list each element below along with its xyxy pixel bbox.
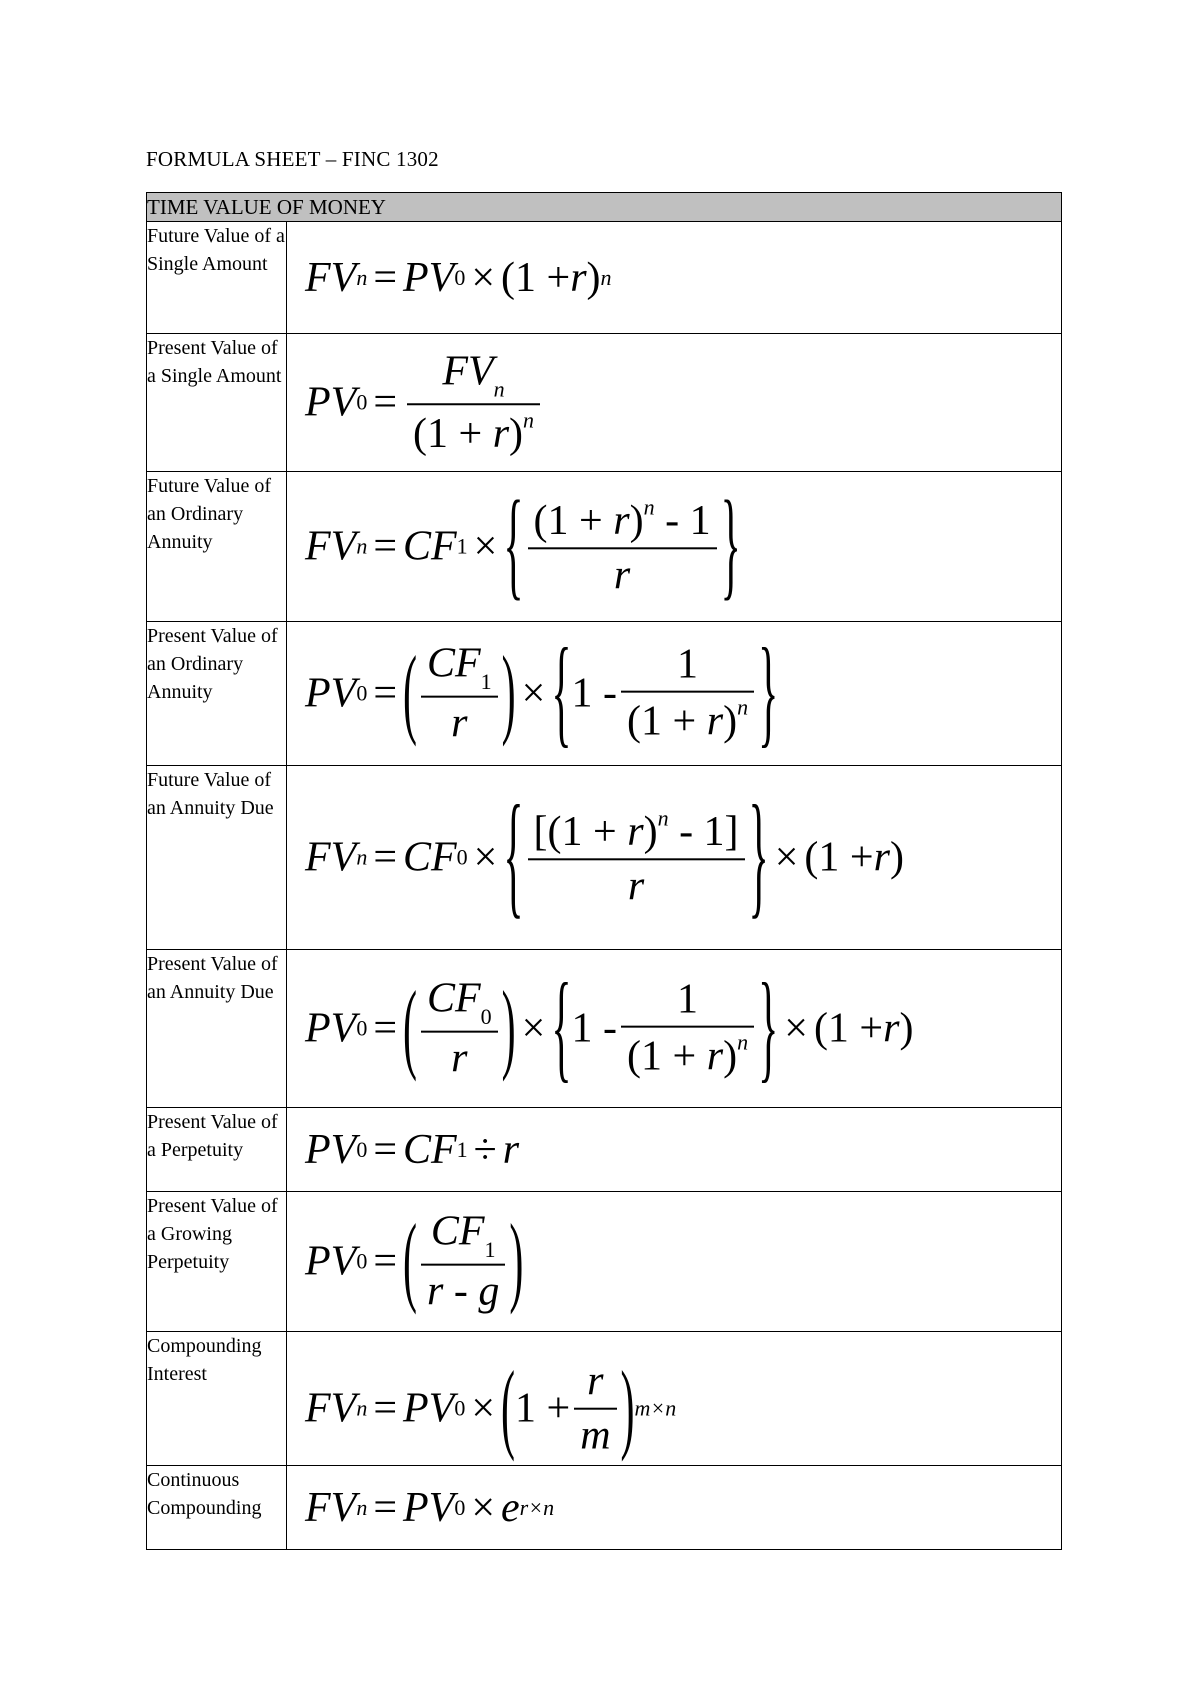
- formula-label: Future Value of a Single Amount: [147, 222, 287, 334]
- fraction: $\frac{CF_1}{r}$: [421, 639, 498, 748]
- table-row: [147, 1466, 1062, 1550]
- table-row: [147, 766, 1062, 950]
- table-row: [147, 1332, 1062, 1466]
- formula-cell: [287, 1108, 1062, 1192]
- formula-label: Present Value of a Single Amount: [147, 334, 287, 472]
- formula-cell: [287, 950, 1062, 1108]
- fraction: $\frac{1}{(1 + r)^n}$: [621, 641, 754, 746]
- fraction: $\frac{CF_0}{r}$: [421, 974, 498, 1083]
- formula-table: [146, 192, 1062, 1550]
- formula-label: Continuous Compounding: [147, 1466, 287, 1550]
- section-header: TIME VALUE OF MONEY: [147, 193, 1062, 222]
- formula-label: Present Value of an Annuity Due: [147, 950, 287, 1108]
- formula-fv-single: FV n = PV 0 × (1 + r ) n: [305, 254, 612, 301]
- formula-label: Future Value of an Annuity Due: [147, 766, 287, 950]
- formula-cell: [287, 222, 1062, 334]
- fraction: $\frac{1}{(1 + r)^n}$: [621, 976, 754, 1081]
- formula-cell: [287, 622, 1062, 766]
- formula-continuous-compounding: FV n = PV 0 × e r×n: [305, 1484, 555, 1531]
- table-row: [147, 472, 1062, 622]
- fraction: $\frac{CF_1}{r - g}$: [421, 1207, 505, 1316]
- table-row: [147, 1192, 1062, 1332]
- fraction: $\frac{r}{m}$: [574, 1358, 616, 1461]
- formula-pv-annuity-due: PV 0 = ( $\frac{CF_0}{r}$ ) × { 1 - $\frac{1}{(1 + r)^n}$ } × (1 + r ): [305, 961, 914, 1096]
- table-row: [147, 1108, 1062, 1192]
- document-title: FORMULA SHEET – FINC 1302: [146, 147, 439, 171]
- formula-cell: [287, 766, 1062, 950]
- formula-label: Present Value of a Growing Perpetuity: [147, 1192, 287, 1332]
- fraction: $\frac{FV_n}{(1 + r)^n}$: [407, 347, 540, 458]
- formula-pv-growing-perpetuity: PV 0 = ( $\frac{CF_1}{r - g}$ ): [305, 1206, 524, 1317]
- formula-label: Compounding Interest: [147, 1332, 287, 1466]
- formula-pv-ordinary-annuity: PV 0 = ( $\frac{CF_1}{r}$ ) × { 1 - $\frac{1}{(1 + r)^n}$ }: [305, 626, 779, 761]
- formula-compounding-interest: FV n = PV 0 × ( 1 + $\frac{r}{m}$ ) m×n: [305, 1353, 677, 1465]
- table-row: [147, 950, 1062, 1108]
- formula-cell: [287, 334, 1062, 472]
- formula-label: Future Value of an Ordinary Annuity: [147, 472, 287, 622]
- table-row: [147, 622, 1062, 766]
- formula-cell: [287, 1466, 1062, 1550]
- formula-pv-perpetuity: PV 0 = CF 1 ÷ r: [305, 1126, 520, 1173]
- formula-cell: [287, 472, 1062, 622]
- formula-cell: [287, 1332, 1062, 1466]
- section-header-row: [147, 193, 1062, 222]
- formula-pv-single: PV 0 = $\frac{FV_n}{(1 + r)^n}$: [305, 347, 544, 458]
- formula-label: Present Value of an Ordinary Annuity: [147, 622, 287, 766]
- formula-fv-ordinary-annuity: FV n = CF 1 × { $\frac{(1 + r)^n - 1}{r}$ }: [305, 479, 741, 614]
- table-row: [147, 222, 1062, 334]
- formula-cell: [287, 1192, 1062, 1332]
- formula-label: Present Value of a Perpetuity: [147, 1108, 287, 1192]
- fraction: $\frac{(1 + r)^n - 1}{r}$: [528, 494, 717, 599]
- formula-fv-annuity-due: FV n = CF 0 × { $\frac{[(1 + r)^n - 1]}{r}$ } × (1 + r ): [305, 781, 904, 934]
- fraction: $\frac{[(1 + r)^n - 1]}{r}$: [528, 805, 745, 910]
- table-row: [147, 334, 1062, 472]
